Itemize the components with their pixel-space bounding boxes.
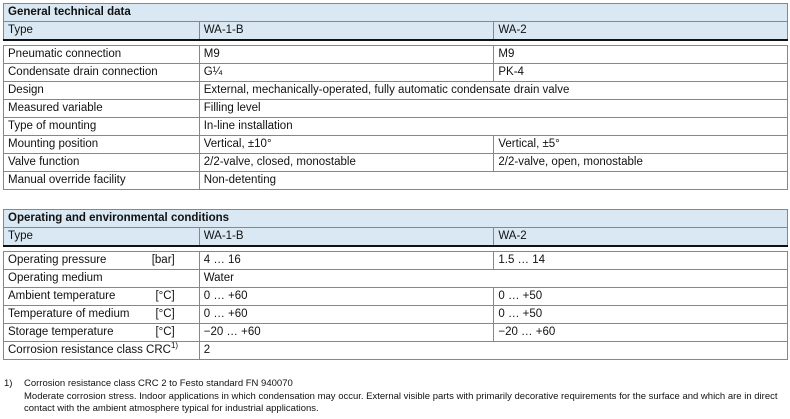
section-title: Operating and environmental conditions xyxy=(4,210,788,228)
row-label: Temperature of medium xyxy=(8,308,130,320)
row-label: Valve function xyxy=(4,154,200,172)
cell-wa1b: M9 xyxy=(199,46,494,64)
table-row xyxy=(4,342,788,360)
cell-wa2: Vertical, ±5° xyxy=(494,136,788,154)
row-label: Operating pressure xyxy=(8,254,107,266)
header-type: Type xyxy=(4,22,200,41)
row-label: Mounting position xyxy=(4,136,200,154)
header-wa2: WA-2 xyxy=(494,228,788,247)
row-label: Corrosion resistance class CRC xyxy=(8,344,171,356)
section-title: General technical data xyxy=(4,4,788,22)
table-row xyxy=(4,82,788,100)
footnote-number: 1) xyxy=(4,378,13,389)
header-type: Type xyxy=(4,228,200,247)
row-label: Design xyxy=(4,82,200,100)
row-label: Ambient temperature xyxy=(8,290,116,302)
row-label: Pneumatic connection xyxy=(4,46,200,64)
header-wa1b: WA-1-B xyxy=(199,22,494,41)
cell-wa2: 1.5 … 14 xyxy=(494,252,788,270)
operating-conditions-table xyxy=(3,209,788,360)
cell-wa2: 0 … +50 xyxy=(494,306,788,324)
table-row xyxy=(4,46,788,64)
footnote-title: Corrosion resistance class CRC 2 to Festo standard FN 940070 xyxy=(24,378,293,389)
header-wa1b: WA-1-B xyxy=(199,228,494,247)
table-row xyxy=(4,118,788,136)
footnote-text: Moderate corrosion stress. Indoor applications in which condensation may occur. External visible parts with primarily decorative requirements for the surface and which are in direct contact with the ambient atmosphere typical for industrial applications. xyxy=(24,391,778,414)
table-row xyxy=(4,172,788,190)
row-label: Measured variable xyxy=(4,100,200,118)
table-header-row xyxy=(4,22,788,41)
table-row xyxy=(4,136,788,154)
unit-label: [°C] xyxy=(155,308,175,320)
cell-wa2: M9 xyxy=(494,46,788,64)
table-row xyxy=(4,324,788,342)
table-row xyxy=(4,100,788,118)
general-technical-data-table xyxy=(3,3,788,190)
row-label: Type of mounting xyxy=(4,118,200,136)
row-label: Storage temperature xyxy=(8,326,114,338)
cell-wa1b: G¼ xyxy=(199,64,494,82)
row-label: Manual override facility xyxy=(4,172,200,190)
table-row xyxy=(4,270,788,288)
cell-wa2: 0 … +50 xyxy=(494,288,788,306)
cell-wa1b: 0 … +60 xyxy=(199,306,494,324)
row-label: Condensate drain connection xyxy=(4,64,200,82)
unit-label: [°C] xyxy=(155,290,175,302)
table-row xyxy=(4,64,788,82)
header-wa2: WA-2 xyxy=(494,22,788,41)
cell-wa1b: Vertical, ±10° xyxy=(199,136,494,154)
table-row xyxy=(4,306,788,324)
row-label: Operating medium xyxy=(4,270,200,288)
table-row xyxy=(4,252,788,270)
table-row xyxy=(4,288,788,306)
unit-label: [bar] xyxy=(151,254,175,266)
cell-wa1b: 0 … +60 xyxy=(199,288,494,306)
cell-merged: Filling level xyxy=(199,100,787,118)
cell-wa1b: 4 … 16 xyxy=(199,252,494,270)
cell-wa2: −20 … +60 xyxy=(494,324,788,342)
cell-merged: In-line installation xyxy=(199,118,787,136)
cell-merged: 2 xyxy=(199,342,787,360)
cell-wa1b: 2/2-valve, closed, monostable xyxy=(199,154,494,172)
cell-wa1b: −20 … +60 xyxy=(199,324,494,342)
table-header-row xyxy=(4,228,788,247)
cell-merged: Non-detenting xyxy=(199,172,787,190)
table-row xyxy=(4,154,788,172)
unit-label: [°C] xyxy=(155,326,175,338)
cell-merged: External, mechanically-operated, fully automatic condensate drain valve xyxy=(199,82,787,100)
cell-wa2: PK-4 xyxy=(494,64,788,82)
cell-merged: Water xyxy=(199,270,787,288)
cell-wa2: 2/2-valve, open, monostable xyxy=(494,154,788,172)
footnote-ref: 1) xyxy=(170,341,179,351)
